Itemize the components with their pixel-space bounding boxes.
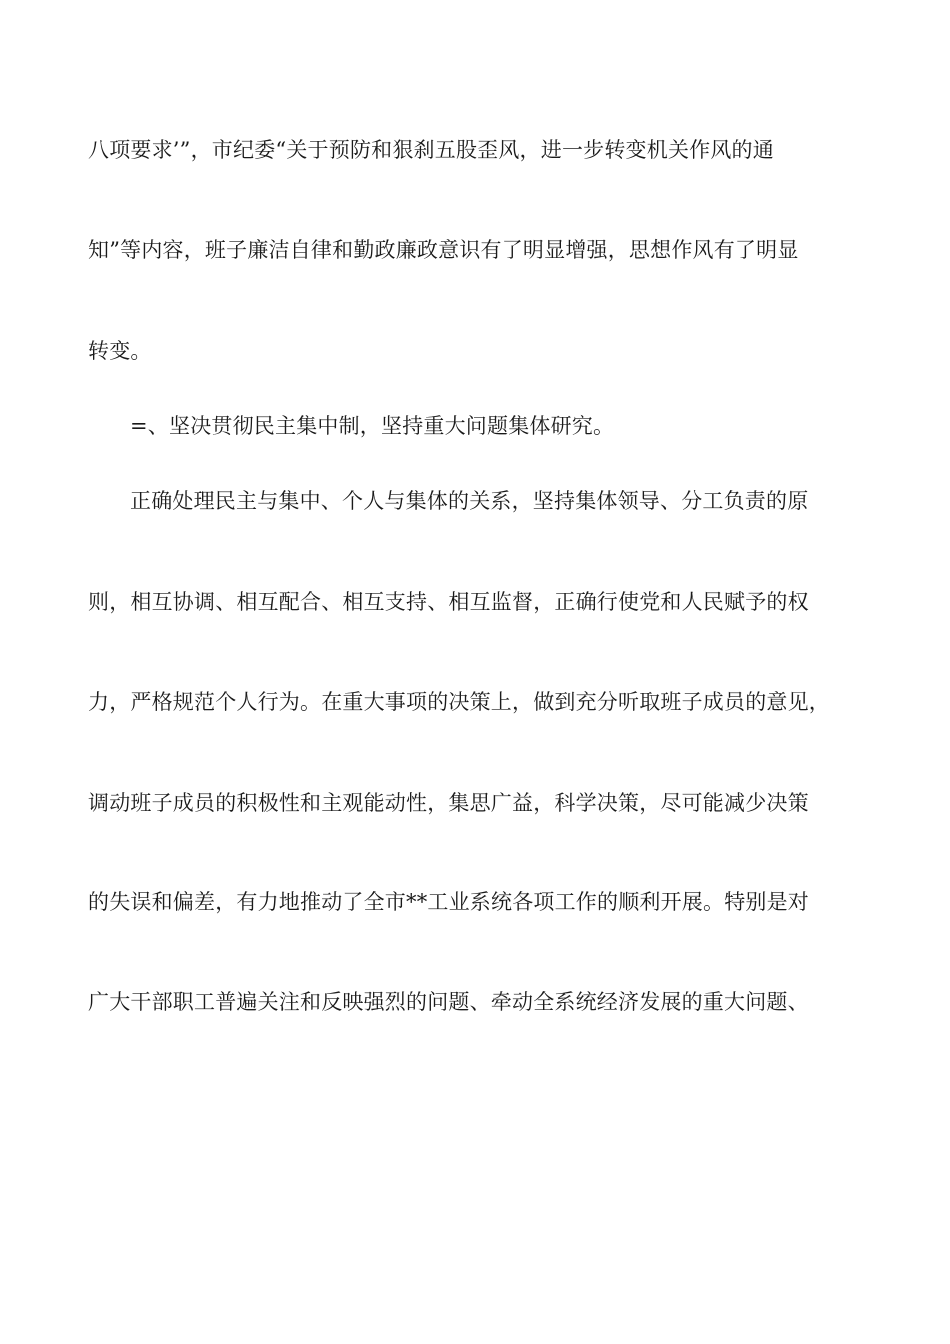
section-heading: =、坚决贯彻民主集中制，坚持重大问题集体研究。 bbox=[130, 414, 615, 438]
text-line: 调动班子成员的积极性和主观能动性，集思广益，科学决策，尽可能减少决策 bbox=[88, 791, 809, 815]
text-line: 的失误和偏差，有力地推动了全市**工业系统各项工作的顺利开展。特别是对 bbox=[88, 890, 809, 914]
paragraph-first-line: 正确处理民主与集中、个人与集体的关系，坚持集体领导、分工负责的原 bbox=[130, 489, 809, 513]
text-line: 力，严格规范个人行为。在重大事项的决策上，做到充分听取班子成员的意见， bbox=[88, 690, 830, 714]
text-line: 广大干部职工普遍关注和反映强烈的问题、牵动全系统经济发展的重大问题、 bbox=[88, 990, 809, 1014]
text-line: 知”等内容，班子廉洁自律和勤政廉政意识有了明显增强，思想作风有了明显 bbox=[88, 238, 799, 262]
text-line: 转变。 bbox=[88, 339, 152, 363]
text-line: 则，相互协调、相互配合、相互支持、相互监督，正确行使党和人民赋予的权 bbox=[88, 590, 809, 614]
text-line: 八项要求’”，市纪委“关于预防和狠刹五股歪风，进一步转变机关作风的通 bbox=[88, 138, 774, 162]
